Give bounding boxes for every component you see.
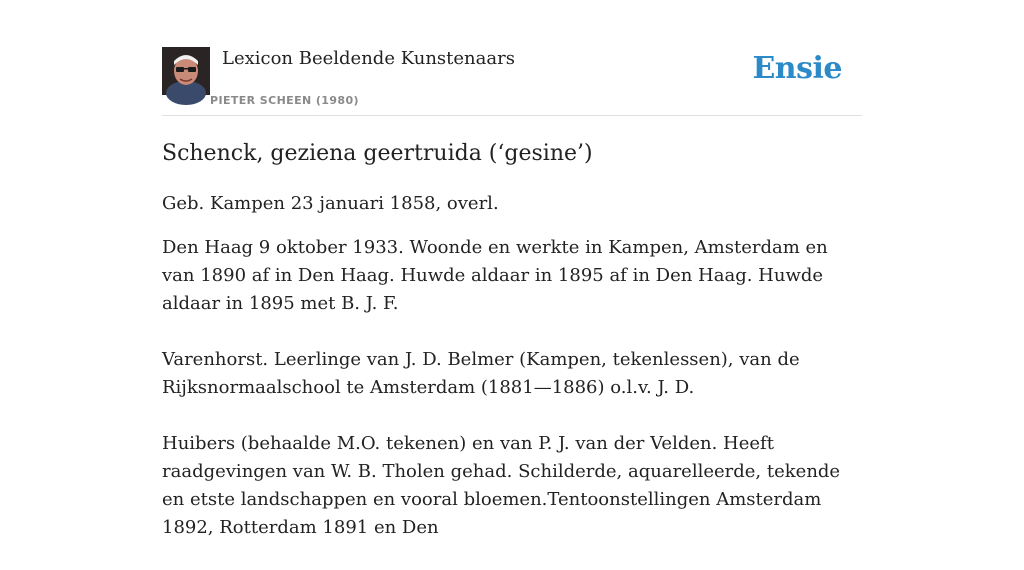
article-paragraph: Den Haag 9 oktober 1933. Woonde en werkte in Kampen, Amsterdam en van 1890 af in Den Haag. Huwde aldaar in 1895 af in Den Haag. Huwde aldaar in 1895 met B. J. F. (162, 237, 828, 314)
avatar-portrait-icon (162, 47, 210, 95)
page-header (162, 47, 862, 116)
article-body (162, 138, 862, 570)
article-paragraph: Varenhorst. Leerlinge van J. D. Belmer (Kampen, tekenlessen), van de Rijksnormaalschool te Amsterdam (1881—1886) o.l.v. J. D. (162, 349, 800, 398)
source-title[interactable]: Lexicon Beeldende Kunstenaars (222, 48, 515, 69)
author-byline[interactable]: PIETER SCHEEN (1980) (210, 94, 359, 107)
brand-logo[interactable]: Ensie (752, 51, 842, 86)
article-paragraph: Huibers (behaalde M.O. tekenen) en van P. J. van der Velden. Heeft raadgevingen van W. B. Tholen gehad. Schilderde, aquarelleerde, tekende en etste landschappen en vooral bloemen.Tentoonstellingen Amsterdam 1892, Rotterdam 1891 en Den (162, 433, 841, 538)
article-title: Schenck, geziena geertruida (‘gesine’) (162, 141, 593, 166)
article-paragraph: Geb. Kampen 23 januari 1858, overl. (162, 193, 499, 214)
author-avatar[interactable] (162, 47, 210, 95)
